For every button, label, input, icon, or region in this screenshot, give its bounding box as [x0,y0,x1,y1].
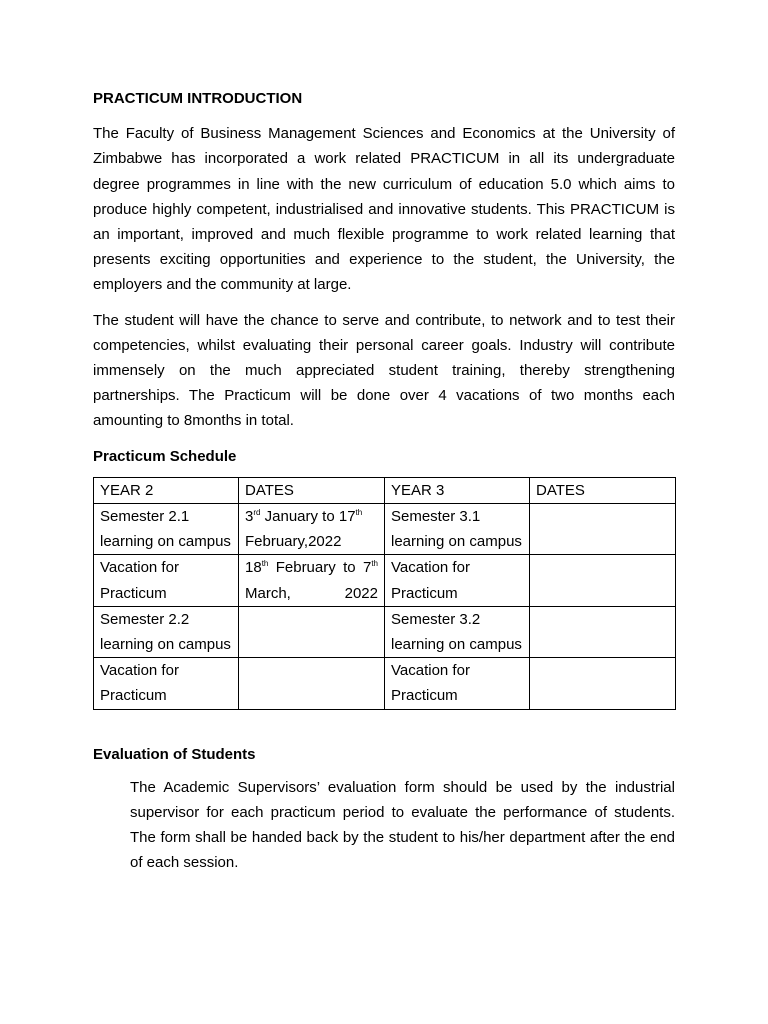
cell-year3: Semester 3.2 learning on campus [385,606,530,657]
date-text: February,2022 [245,533,342,551]
evaluation-paragraph: The Academic Supervisors’ evaluation form should be used by the industrial supervisor for each practicum period to evaluate the performance of students. The form shall be handed back by the student to his/her department after the end of each session. [130,778,675,872]
cell-dates-year3 [530,555,676,606]
table-row [94,658,676,709]
cell-dates-year3 [530,658,676,709]
date-day: 7 [362,559,372,577]
cell-year2: Semester 2.1 learning on campus [94,504,239,555]
date-day: 3 [245,508,254,526]
schedule-heading: Practicum Schedule [93,447,237,465]
cell-year2: Vacation for Practicum [94,555,239,606]
intro-paragraph-1: The Faculty of Business Management Sciences and Economics at the University of Zimbabwe has incorporated a work related PRACTICUM in all its undergraduate degree programmes in line with the new curriculum of education 5.0 which aims to produce highly competent, industrialised and innovative students. This PRACTICUM is an important, improved and much flexible programme to work related learning that presents exciting opportunities and experience to the student, the University, the employers and the community at large. [93,125,675,294]
date-day: 18 [245,559,262,577]
cell-year2: Vacation for Practicum [94,658,239,709]
cell-dates-year2 [239,606,385,657]
schedule-table [93,477,676,710]
header-year3: YEAR 3 [385,477,530,503]
cell-dates-year3 [530,606,676,657]
cell-dates-year3 [530,504,676,555]
date-text: February to [268,559,363,577]
date-text: January to [260,508,339,526]
date-suffix: th [371,559,378,569]
cell-year2: Semester 2.2 learning on campus [94,606,239,657]
header-dates-year2: DATES [239,477,385,503]
date-suffix: th [261,559,269,569]
date-text: March, 2022 [245,584,378,602]
page-title: PRACTICUM INTRODUCTION [93,90,303,107]
document-page [93,86,675,876]
intro-paragraph-2: The student will have the chance to serve and contribute, to network and to test their competencies, whilst evaluating their personal career goals. Industry will contribute immensely on the much appreciated student training, thereby strengthening partnerships. The Practicum will be done over 4 vacations of two months each amounting to 8months in total. [93,311,675,430]
cell-dates-year2 [239,504,385,555]
cell-year3: Semester 3.1 learning on campus [385,504,530,555]
header-dates-year3: DATES [530,477,676,503]
date-suffix: rd [253,508,261,518]
table-row [94,555,676,606]
table-header-row [94,477,676,503]
cell-year3: Vacation for Practicum [385,658,530,709]
evaluation-heading: Evaluation of Students [93,745,256,763]
cell-dates-year2 [239,555,385,606]
table-row [94,606,676,657]
cell-dates-year2 [239,658,385,709]
header-year2: YEAR 2 [94,477,239,503]
date-day: 17 [338,508,356,526]
cell-year3: Vacation for Practicum [385,555,530,606]
date-suffix: th [355,508,363,518]
table-row [94,504,676,555]
